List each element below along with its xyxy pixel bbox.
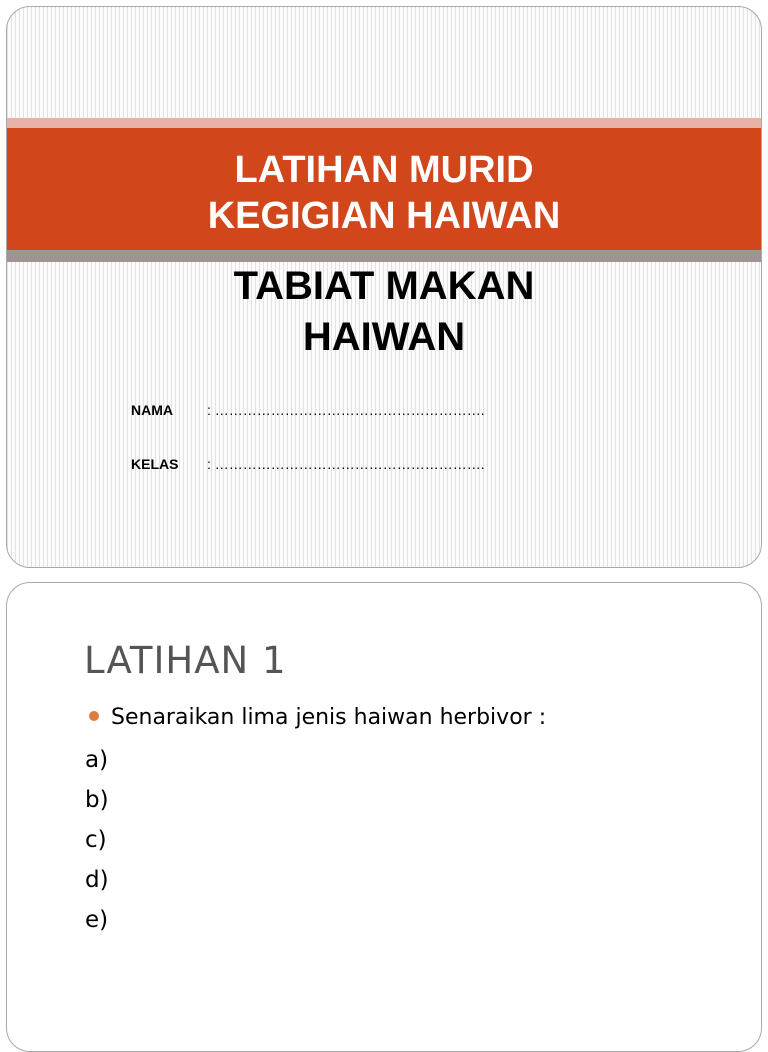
cover-subtitle-line-2: HAIWAN [302, 315, 466, 359]
pink-accent-band [7, 118, 761, 128]
class-blank: : …………………………………………………. [207, 456, 485, 472]
cover-title-line-2: KEGIGIAN HAIWAN [207, 195, 561, 237]
name-blank: : …………………………………………………. [207, 402, 485, 418]
answer-item-b: b) [85, 787, 109, 813]
cover-title [7, 147, 761, 239]
answer-item-a: a) [85, 747, 109, 773]
answer-item-e: e) [85, 907, 109, 933]
exercise-heading: LATIHAN 1 [84, 639, 287, 682]
name-label: NAMA [131, 402, 173, 418]
cover-title-line-1: LATIHAN MURID [234, 149, 534, 191]
answer-list [85, 740, 109, 940]
exercise-instruction-text: Senaraikan lima jenis haiwan herbivor : [111, 705, 547, 730]
slide-cover [6, 6, 762, 568]
bullet-icon [89, 711, 99, 721]
slide-exercise-1 [6, 582, 762, 1052]
class-field [131, 456, 485, 472]
exercise-instruction [89, 703, 546, 733]
class-label: KELAS [131, 456, 179, 472]
answer-item-d: d) [85, 867, 109, 893]
answer-item-c: c) [85, 827, 107, 853]
name-field [131, 402, 485, 418]
cover-subtitle-line-1: TABIAT MAKAN [233, 264, 535, 308]
cover-subtitle [7, 261, 761, 363]
